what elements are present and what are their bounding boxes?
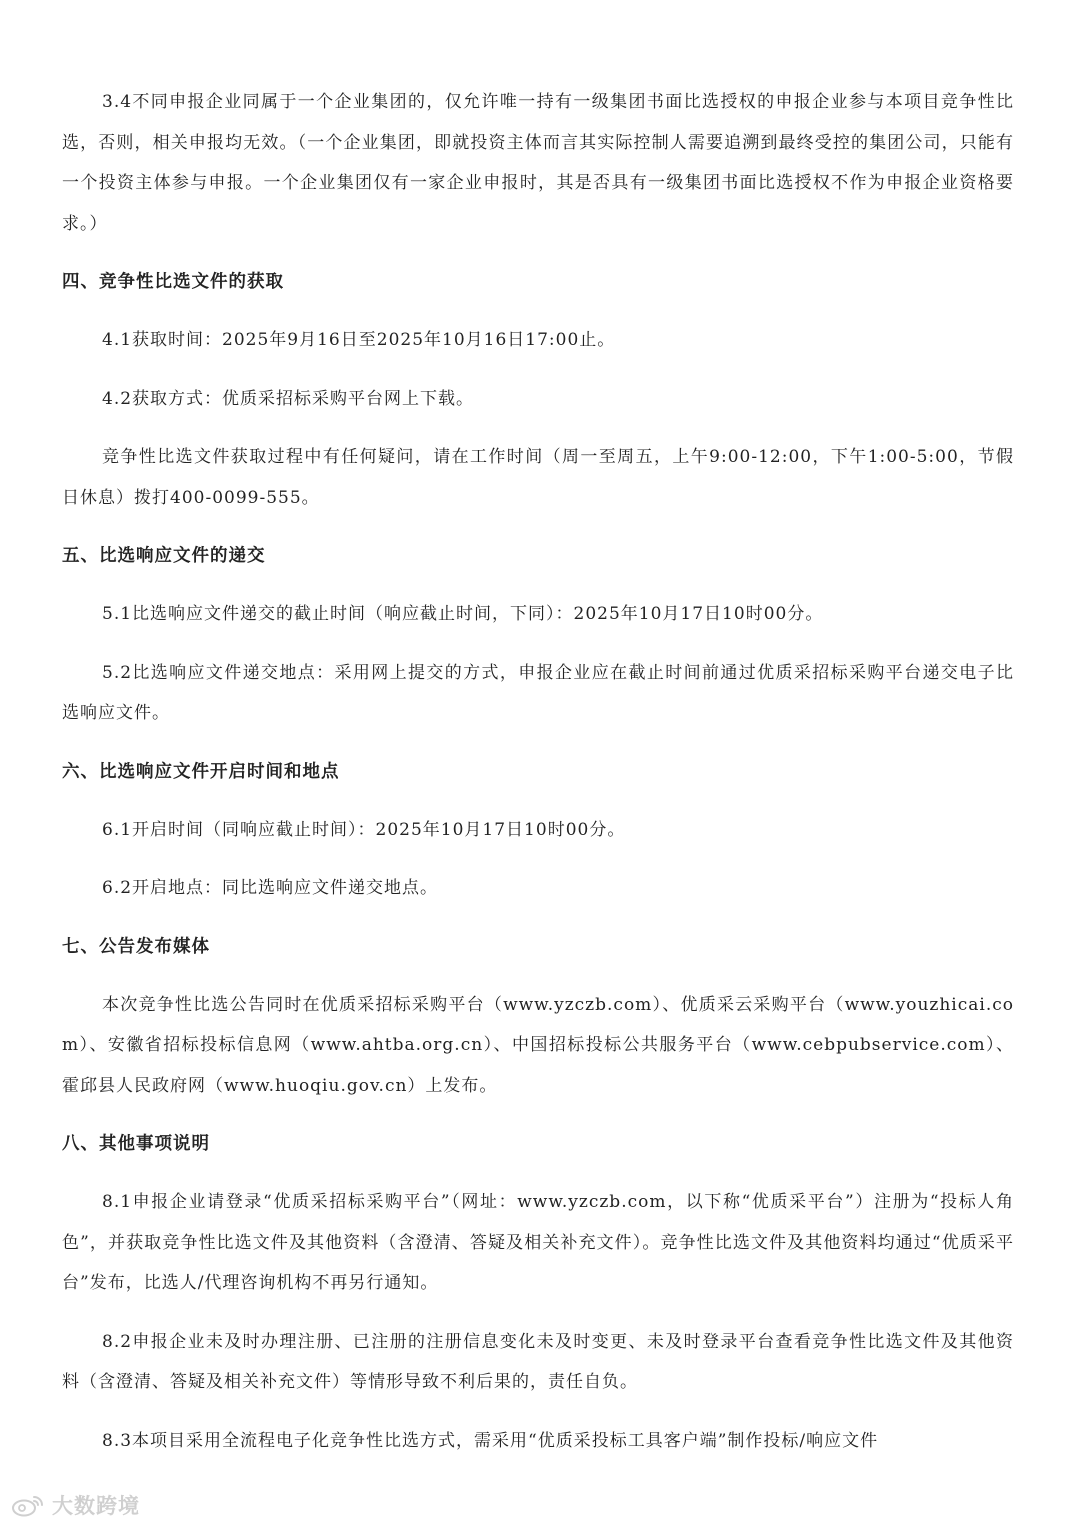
section-heading-4: 四、竞争性比选文件的获取 — [62, 272, 284, 292]
paragraph-media: 本次竞争性比选公告同时在优质采招标采购平台（www.yzczb.com）、优质采云采购平台（www.youzhicai.com）、安徽省招标投标信息网（www.ahtba.org.cn）、中国招标投标公共服务平台（www.cebpubservice.com）、霍邱县人民政府网（www.huoqiu.gov.cn）上发布。 — [62, 994, 1014, 1096]
paragraph-5-1: 5.1比选响应文件递交的截止时间（响应截止时间，下同）：2025年10月17日10时00分。 — [102, 604, 824, 624]
paragraph-3-4: 3.4不同申报企业同属于一个企业集团的，仅允许唯一持有一级集团书面比选授权的申报企业参与本项目竞争性比选，否则，相关申报均无效。（一个企业集团，即就投资主体而言其实际控制人需要追溯到最终受控的集团公司，只能有一个投资主体参与申报。一个企业集团仅有一家企业申报时，其是否具有一级集团书面比选授权不作为申报企业资格要求。） — [62, 92, 1014, 234]
paragraph-6-2: 6.2开启地点：同比选响应文件递交地点。 — [102, 878, 439, 898]
paragraph-8-1: 8.1申报企业请登录“优质采招标采购平台”（网址：www.yzczb.com，以下称“优质采平台”）注册为“投标人角色”，并获取竞争性比选文件及其他资料（含澄清、答疑及相关补充文件）。竞争性比选文件及其他资料均通过“优质采平台”发布，比选人/代理咨询机构不再另行通知。 — [62, 1192, 1014, 1293]
paragraph-8-3: 8.3本项目采用全流程电子化竞争性比选方式，需采用“优质采投标工具客户端”制作投标/响应文件 — [102, 1430, 879, 1451]
document-body — [62, 82, 1014, 1479]
paragraph-8-2: 8.2申报企业未及时办理注册、已注册的注册信息变化未及时变更、未及时登录平台查看竞争性比选文件及其他资料（含澄清、答疑及相关补充文件）等情形导致不利后果的，责任自负。 — [62, 1331, 1014, 1392]
watermark — [10, 1490, 140, 1520]
paragraph-4-1: 4.1获取时间：2025年9月16日至2025年10月16日17:00止。 — [102, 330, 616, 350]
paragraph-6-1: 6.1开启时间（同响应截止时间）：2025年10月17日10时00分。 — [102, 819, 626, 840]
paragraph-inquiry: 竞争性比选文件获取过程中有任何疑问，请在工作时间（周一至周五，上午9:00-12:00，下午1:00-5:00，节假日休息）拨打400-0099-555。 — [62, 447, 1014, 508]
paragraph-4-2: 4.2获取方式：优质采招标采购平台网上下载。 — [102, 388, 475, 409]
section-heading-7: 七、公告发布媒体 — [62, 936, 210, 957]
section-heading-6: 六、比选响应文件开启时间和地点 — [62, 761, 340, 782]
paragraph-5-2: 5.2比选响应文件递交地点：采用网上提交的方式，申报企业应在截止时间前通过优质采招标采购平台递交电子比选响应文件。 — [62, 662, 1014, 723]
watermark-text: 大数跨境 — [52, 1494, 140, 1518]
section-heading-8: 八、其他事项说明 — [62, 1134, 210, 1154]
weibo-logo-icon — [10, 1492, 46, 1518]
section-heading-5: 五、比选响应文件的递交 — [62, 546, 266, 566]
